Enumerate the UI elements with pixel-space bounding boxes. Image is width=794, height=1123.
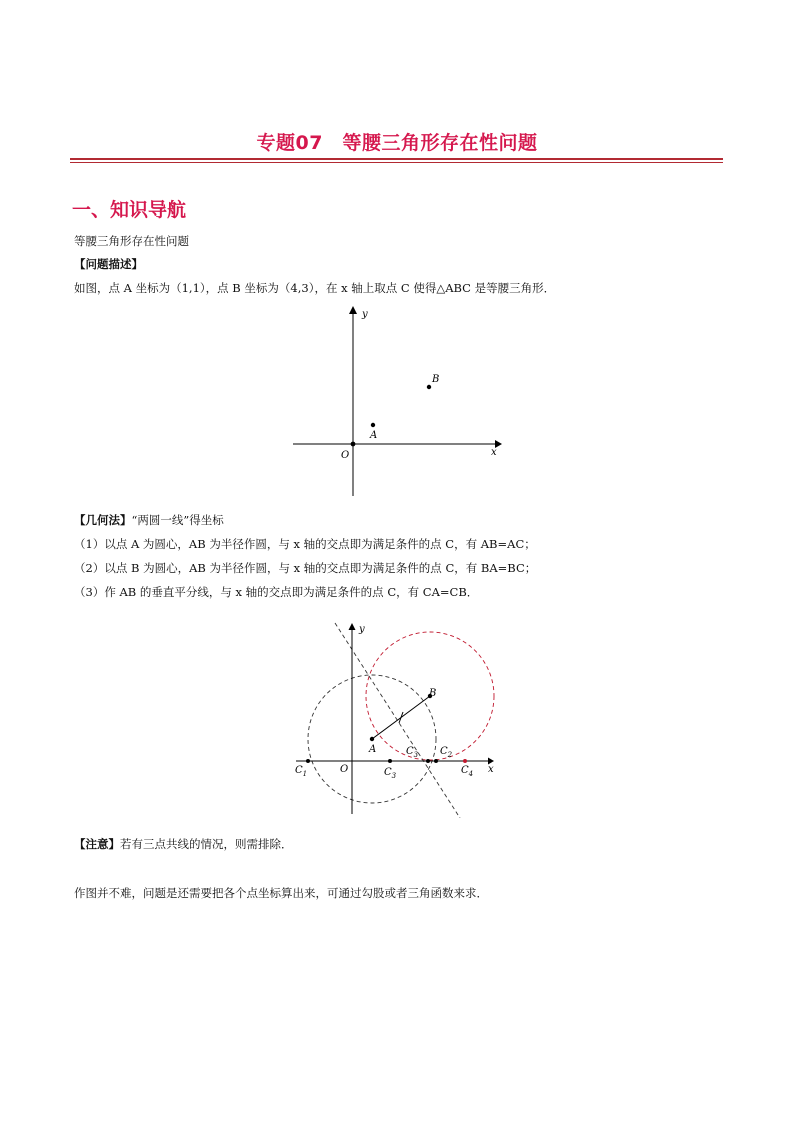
origin-label: O: [340, 764, 349, 775]
point-b: [427, 385, 431, 389]
note-line: [74, 836, 293, 852]
origin-label: O: [341, 450, 350, 461]
point-c2: [434, 759, 438, 763]
point-a: [370, 737, 374, 741]
title-rule-thin: [70, 162, 723, 163]
note-tag: 【注意】: [74, 837, 120, 851]
page-title: 专题07 等腰三角形存在性问题: [256, 132, 538, 154]
subtitle: 等腰三角形存在性问题: [74, 234, 189, 248]
problem-tag: 【问题描述】: [74, 257, 143, 271]
step-1: （1）以点 A 为圆心，AB 为半径作圆，与 x 轴的交点即为满足条件的点 C，有 AB=AC；: [74, 537, 536, 551]
method-tag: 【几何法】: [74, 513, 132, 527]
origin-point: [351, 442, 356, 447]
point-c3-lower-label: $C_3$: [384, 767, 397, 780]
step-2: （2）以点 B 为圆心，AB 为半径作圆，与 x 轴的交点即为满足条件的点 C，有 BA=BC；: [74, 561, 537, 575]
note-text: 若有三点共线的情况，则需排除．: [120, 837, 293, 851]
point-c3-lower: [388, 759, 392, 763]
y-axis-arrow-icon: [349, 306, 357, 314]
title-rule: [70, 158, 723, 160]
point-c4: [463, 759, 467, 763]
point-a-label: A: [370, 430, 378, 441]
point-b-label: B: [429, 688, 437, 699]
y-label: y: [362, 309, 368, 320]
x-label: x: [488, 764, 494, 775]
point-a: [371, 423, 375, 427]
point-c3-upper: [426, 759, 430, 763]
x-label: x: [491, 447, 497, 458]
midpoint-tick: [399, 712, 403, 723]
point-c4-label: $C_4$: [461, 765, 474, 778]
step-3: （3）作 AB 的垂直平分线，与 x 轴的交点即为满足条件的点 C，有 CA=CB．: [74, 585, 479, 599]
method-line: [74, 512, 224, 528]
point-c3-upper-label: $C_3$: [406, 746, 419, 759]
closing-text: 作图并不难，问题是还需要把各个点坐标算出来，可通过勾股或者三角函数来求．: [74, 886, 488, 900]
section-heading: 一、知识导航: [72, 199, 187, 221]
y-axis-arrow-icon: [349, 623, 356, 630]
figure-1-coordinate-plane: [285, 300, 505, 500]
point-a-label: A: [369, 744, 377, 755]
y-label: y: [359, 624, 365, 635]
method-text: “两圆一线”得坐标: [131, 513, 224, 527]
figure-2-two-circles-one-line: [288, 618, 508, 818]
point-c2-label: $C_2$: [440, 746, 453, 759]
point-b-label: B: [432, 374, 440, 385]
point-c1: [306, 759, 310, 763]
point-c1-label: $C_1$: [295, 765, 308, 778]
problem-text: 如图，点 A 坐标为（1,1），点 B 坐标为（4,3），在 x 轴上取点 C 使得△ABC 是等腰三角形．: [74, 281, 556, 295]
